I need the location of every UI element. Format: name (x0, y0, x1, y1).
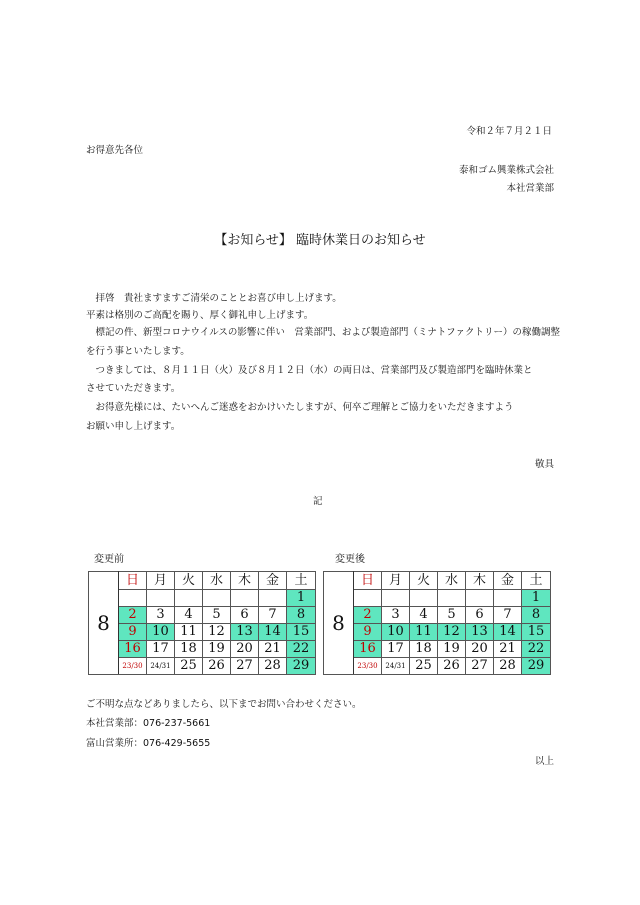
calendar-day: 6 (231, 607, 259, 624)
calendar-day: 9 (354, 624, 382, 641)
calendar-day: 3 (382, 607, 410, 624)
body-line-6: させていただきます。 (86, 383, 181, 394)
calendar-day: 23/30 (119, 658, 147, 675)
calendar-day: 13 (466, 624, 494, 641)
calendar-day: 14 (494, 624, 522, 641)
calendar-day: 29 (522, 658, 551, 675)
body-line-4: を行う事といたします。 (86, 346, 190, 357)
calendar-month: 8 (89, 572, 119, 675)
calendar-day (231, 590, 259, 607)
calendar-day: 24/31 (382, 658, 410, 675)
calendar-day: 17 (147, 641, 175, 658)
calendar-day: 27 (231, 658, 259, 675)
calendar-day: 21 (259, 641, 287, 658)
calendar-day: 28 (494, 658, 522, 675)
calendar-day: 19 (203, 641, 231, 658)
calendar-day (382, 590, 410, 607)
calendar-day: 22 (287, 641, 316, 658)
weekday-header: 月 (147, 572, 175, 590)
calendar-day: 10 (382, 624, 410, 641)
calendar-day (203, 590, 231, 607)
calendar-day: 25 (175, 658, 203, 675)
calendar-day: 16 (119, 641, 147, 658)
calendar-day: 26 (203, 658, 231, 675)
calendar-day: 26 (438, 658, 466, 675)
weekday-header: 水 (438, 572, 466, 590)
calendar-day (354, 590, 382, 607)
calendar-day: 15 (287, 624, 316, 641)
calendar-day: 2 (354, 607, 382, 624)
calendar-day: 18 (410, 641, 438, 658)
weekday-header: 月 (382, 572, 410, 590)
closing: 敬具 (534, 459, 554, 470)
weekday-header: 金 (259, 572, 287, 590)
weekday-header: 木 (231, 572, 259, 590)
calendar-day: 4 (410, 607, 438, 624)
calendar-before (88, 571, 316, 675)
calendar-day (410, 590, 438, 607)
calendar-day: 13 (231, 624, 259, 641)
calendar-day: 3 (147, 607, 175, 624)
body-line-7: お得意先様には、たいへんご迷惑をおかけいたしますが、何卒ご理解とご協力をいただきますよう (86, 402, 514, 413)
calendar-day: 23/30 (354, 658, 382, 675)
calendar-day: 2 (119, 607, 147, 624)
weekday-header: 土 (287, 572, 316, 590)
calendar-day: 8 (287, 607, 316, 624)
calendar-day: 11 (175, 624, 203, 641)
body-line-1: 拝啓 貴社ますますご清栄のこととお喜び申し上げます。 (86, 293, 342, 304)
calendar-day: 1 (522, 590, 551, 607)
weekday-header: 火 (175, 572, 203, 590)
body-line-5: つきましては、８月１１日（火）及び８月１２日（水）の両日は、営業部門及び製造部門を臨時休業と (86, 365, 533, 376)
weekday-header: 日 (119, 572, 147, 590)
calendar-after (323, 571, 551, 675)
calendar-day (175, 590, 203, 607)
calendar-day: 19 (438, 641, 466, 658)
calendar-day: 21 (494, 641, 522, 658)
calendar-day: 27 (466, 658, 494, 675)
calendar-day: 14 (259, 624, 287, 641)
calendar-day: 1 (287, 590, 316, 607)
weekday-header: 火 (410, 572, 438, 590)
calendar-day: 5 (203, 607, 231, 624)
calendar-day: 15 (522, 624, 551, 641)
calendar-before-caption: 変更前 (94, 554, 124, 565)
ki-marker: 記 (313, 496, 323, 507)
calendar-month: 8 (324, 572, 354, 675)
calendar-day: 22 (522, 641, 551, 658)
weekday-header: 水 (203, 572, 231, 590)
calendar-after-caption: 変更後 (335, 554, 365, 565)
calendar-day: 25 (410, 658, 438, 675)
calendar-day: 6 (466, 607, 494, 624)
calendar-day: 20 (466, 641, 494, 658)
calendar-day: 10 (147, 624, 175, 641)
calendar-day: 24/31 (147, 658, 175, 675)
calendar-day (466, 590, 494, 607)
calendar-day (259, 590, 287, 607)
date-line: 令和２年７月２１日 (466, 126, 552, 137)
weekday-header: 日 (354, 572, 382, 590)
calendar-day: 4 (175, 607, 203, 624)
department-name: 本社営業部 (506, 183, 554, 194)
calendar-day: 9 (119, 624, 147, 641)
calendar-day (147, 590, 175, 607)
calendar-day: 8 (522, 607, 551, 624)
end-mark: 以上 (534, 756, 554, 767)
calendar-day: 12 (438, 624, 466, 641)
company-name: 泰和ゴム興業株式会社 (458, 165, 554, 176)
calendar-day (438, 590, 466, 607)
calendar-day: 16 (354, 641, 382, 658)
calendar-day: 11 (410, 624, 438, 641)
calendar-day: 7 (494, 607, 522, 624)
calendar-day (494, 590, 522, 607)
contact-intro: ご不明な点などありましたら、以下までお問い合わせください。 (86, 699, 362, 710)
calendar-day (119, 590, 147, 607)
calendar-day: 20 (231, 641, 259, 658)
calendar-day: 5 (438, 607, 466, 624)
calendar-day: 17 (382, 641, 410, 658)
recipient: お得意先各位 (86, 145, 144, 156)
body-line-3: 標記の件、新型コロナウイルスの影響に伴い 営業部門、および製造部門（ミナトファクトリー）の稼働調整 (86, 327, 560, 338)
page-title: 【お知らせ】 臨時休業日のお知らせ (214, 233, 426, 248)
contact-head-office: 本社営業部：076-237-5661 (86, 718, 211, 729)
body-line-8: お願い申し上げます。 (86, 421, 181, 432)
body-line-2: 平素は格別のご高配を賜り、厚く御礼申し上げます。 (86, 310, 314, 321)
weekday-header: 金 (494, 572, 522, 590)
weekday-header: 土 (522, 572, 551, 590)
calendar-day: 7 (259, 607, 287, 624)
weekday-header: 木 (466, 572, 494, 590)
calendar-day: 12 (203, 624, 231, 641)
calendar-day: 29 (287, 658, 316, 675)
calendar-day: 28 (259, 658, 287, 675)
contact-toyama: 富山営業所：076-429-5655 (86, 738, 211, 749)
calendar-day: 18 (175, 641, 203, 658)
